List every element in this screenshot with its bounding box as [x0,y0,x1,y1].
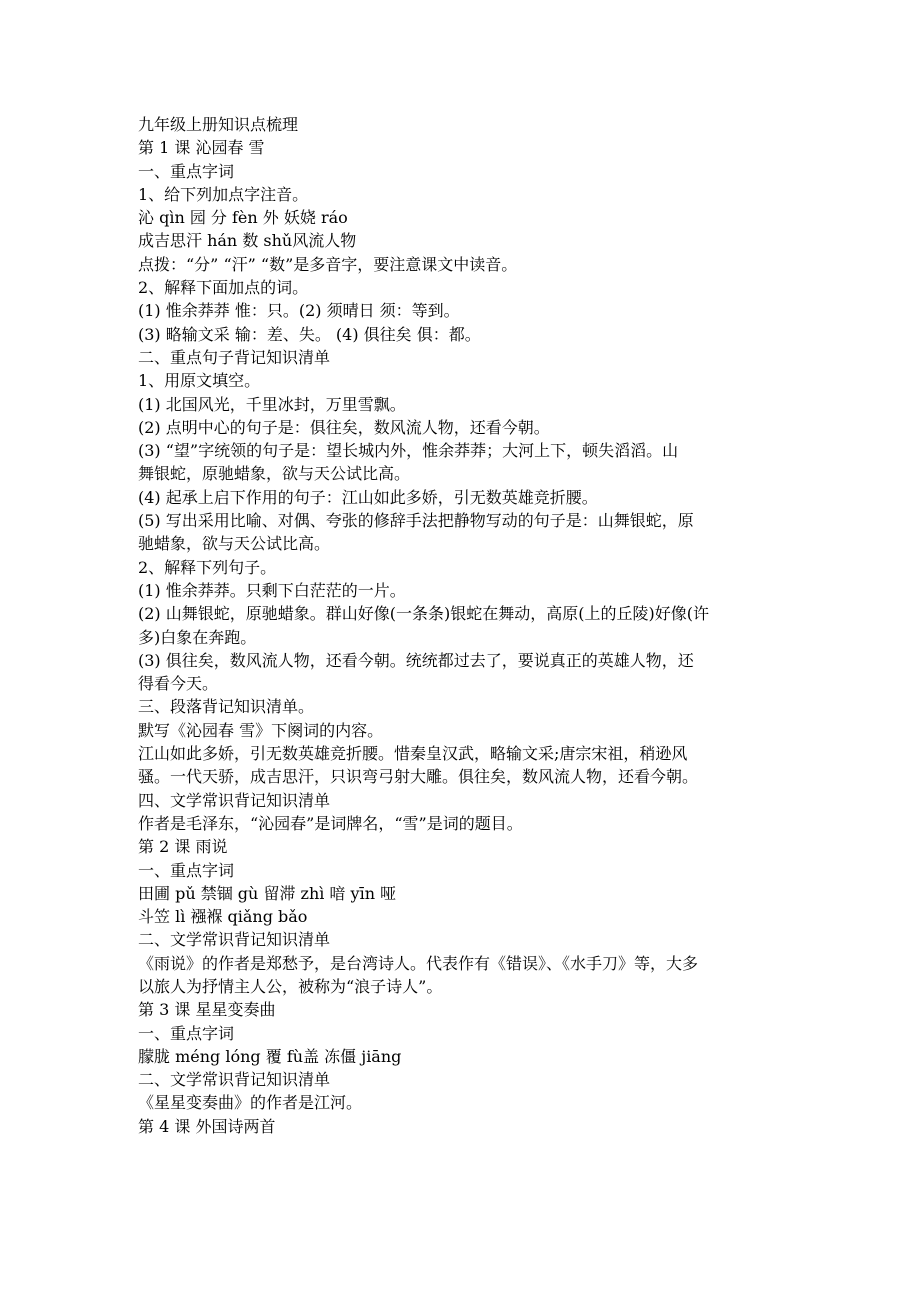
text-line: 四、文学常识背记知识清单 [138,790,331,810]
text-line: 2、解释下列句子。 [138,557,277,577]
text-line: (1) 北国风光，千里冰封，万里雪飘。 [138,394,406,414]
text-line: (1) 惟余莽莽 惟：只。(2) 须晴日 须：等到。 [138,301,460,321]
text-line: 骚。一代天骄，成吉思汗，只识弯弓射大雕。俱往矣，数风流人物，还看今朝。 [138,767,699,787]
text-line: 多)白象在奔跑。 [138,627,257,647]
text-line: 作者是毛泽东，“沁园春”是词牌名，“雪”是词的题目。 [138,813,523,833]
text-line: 1、给下列加点字注音。 [138,184,309,204]
text-line: (5) 写出采用比喻、对偶、夸张的修辞手法把静物写动的句子是：山舞银蛇，原 [138,511,694,531]
text-line: 第 2 课 雨说 [138,837,228,857]
text-line: 田圃 pǔ 禁锢 gù 留滞 zhì 喑 yīn 哑 [138,883,397,903]
text-line: 一、重点字词 [138,161,235,181]
text-line: 二、文学常识背记知识清单 [138,930,331,950]
document-body [138,113,790,1138]
text-line: 第 3 课 星星变奏曲 [138,1000,276,1020]
text-line: (3) 略输文采 输：差、失。 (4) 俱往矣 俱：都。 [138,324,481,344]
text-line: 朦胧 méng lóng 覆 fù盖 冻僵 jiāng [138,1046,402,1066]
text-line: 2、解释下面加点的词。 [138,278,309,298]
text-line: 江山如此多娇，引无数英雄竞折腰。惜秦皇汉武，略输文采;唐宗宋祖，稍逊风 [138,744,688,764]
text-line: 二、文学常识背记知识清单 [138,1070,331,1090]
text-line: (2) 点明中心的句子是：俱往矣，数风流人物，还看今朝。 [138,417,550,437]
text-line: 《雨说》的作者是郑愁予，是台湾诗人。代表作有《错误》、《水手刀》等，大多 [138,953,699,973]
text-line: (1) 惟余莽莽。只剩下白茫茫的一片。 [138,580,406,600]
text-line: 舞银蛇，原驰蜡象，欲与天公试比高。 [138,464,411,484]
text-line: 九年级上册知识点梳理 [138,115,299,134]
text-line: 得看今天。 [138,674,219,694]
text-line: 三、段落背记知识清单。 [138,697,315,717]
text-line: 《星星变奏曲》的作者是江河。 [138,1093,363,1113]
text-line: 一、重点字词 [138,1023,235,1043]
text-line: 成吉思汗 hán 数 shǔ风流人物 [138,231,357,251]
text-line: (2) 山舞银蛇，原驰蜡象。群山好像(一条条)银蛇在舞动，高原(上的丘陵)好像(许 [138,604,709,624]
text-line: (3) “望”字统领的句子是：望长城内外，惟余莽莽；大河上下，顿失滔滔。山 [138,441,679,461]
text-line: 第 1 课 沁园春 雪 [138,138,265,158]
text-line: 二、重点句子背记知识清单 [138,347,331,367]
text-line: 默写《沁园春 雪》下阕词的内容。 [138,720,384,740]
text-line: 斗笠 lì 襁褓 qiǎng bǎo [138,907,308,927]
text-line: (3) 俱往矣，数风流人物，还看今朝。统统都过去了，要说真正的英雄人物，还 [138,650,694,670]
text-line: (4) 起承上启下作用的句子：江山如此多娇，引无数英雄竞折腰。 [138,487,598,507]
document-page [138,113,790,1138]
text-line: 以旅人为抒情主人公，被称为“浪子诗人”。 [138,976,443,996]
text-line: 沁 qìn 园 分 fèn 外 妖娆 ráo [138,208,348,228]
text-line: 1、用原文填空。 [138,371,261,391]
text-line: 驰蜡象，欲与天公试比高。 [138,534,331,554]
text-line: 点拨：“分” “汗” “数”是多音字，要注意课文中读音。 [138,254,518,274]
text-line: 第 4 课 外国诗两首 [138,1116,276,1136]
text-line: 一、重点字词 [138,860,235,880]
